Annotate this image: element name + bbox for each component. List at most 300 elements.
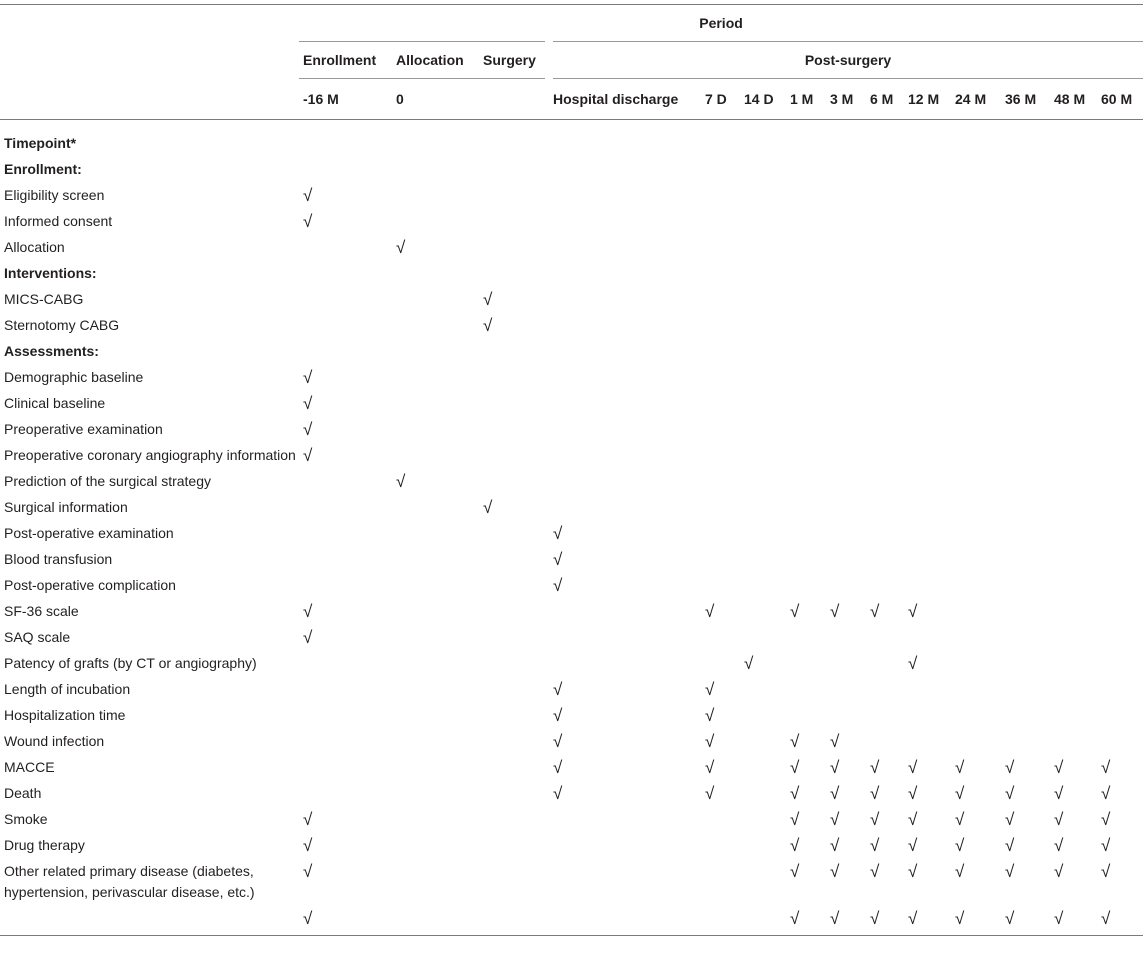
check-mark-icon: √ <box>1005 862 1015 881</box>
empty-cell <box>479 676 549 702</box>
empty-cell <box>701 546 740 572</box>
empty-cell <box>786 234 826 260</box>
table-row <box>0 120 1143 157</box>
empty-cell <box>299 494 392 520</box>
check-mark-icon: √ <box>553 524 563 543</box>
check-mark-icon: √ <box>908 836 918 855</box>
empty-cell <box>740 156 786 182</box>
empty-cell <box>479 120 549 157</box>
empty-cell <box>904 416 951 442</box>
empty-cell <box>904 364 951 390</box>
empty-cell <box>826 442 866 468</box>
table-row <box>0 624 1143 650</box>
check-mark-icon: √ <box>1054 784 1064 803</box>
timepoint-header: 7 D <box>701 79 740 120</box>
empty-cell <box>826 156 866 182</box>
empty-cell <box>951 624 1001 650</box>
empty-cell <box>904 442 951 468</box>
empty-cell <box>826 286 866 312</box>
empty-cell <box>866 416 904 442</box>
check-mark-icon: √ <box>870 784 880 803</box>
empty-cell <box>826 702 866 728</box>
empty-cell <box>1097 572 1143 598</box>
table-row <box>0 260 1143 286</box>
empty-cell <box>549 312 701 338</box>
empty-cell <box>866 468 904 494</box>
empty-cell <box>392 905 479 936</box>
empty-cell <box>904 120 951 157</box>
empty-cell <box>1001 598 1050 624</box>
empty-cell <box>826 182 866 208</box>
section-label: Timepoint* <box>4 135 77 151</box>
check-mark-icon: √ <box>303 628 313 647</box>
empty-cell <box>1001 442 1050 468</box>
check-mark-icon: √ <box>303 186 313 205</box>
table-row <box>0 905 1143 936</box>
empty-cell <box>701 260 740 286</box>
empty-cell <box>392 624 479 650</box>
table-row <box>0 572 1143 598</box>
empty-cell <box>786 208 826 234</box>
empty-cell <box>951 494 1001 520</box>
empty-cell <box>826 546 866 572</box>
table-body <box>0 120 1143 936</box>
empty-cell <box>866 390 904 416</box>
row-label: Eligibility screen <box>4 187 105 203</box>
header-corner <box>0 79 299 120</box>
check-mark-icon: √ <box>1101 784 1111 803</box>
check-mark-icon: √ <box>1101 810 1111 829</box>
check-mark-icon: √ <box>951 905 1001 936</box>
empty-cell <box>701 806 740 832</box>
empty-cell <box>701 650 740 676</box>
empty-cell <box>1097 546 1143 572</box>
empty-cell <box>904 702 951 728</box>
check-mark-icon: √ <box>830 784 840 803</box>
empty-cell <box>1050 364 1097 390</box>
check-mark-icon: √ <box>870 836 880 855</box>
empty-cell <box>1097 598 1143 624</box>
empty-cell <box>786 676 826 702</box>
empty-cell <box>479 442 549 468</box>
empty-cell <box>786 624 826 650</box>
empty-cell <box>786 182 826 208</box>
row-label: Wound infection <box>4 733 105 749</box>
row-label: Preoperative coronary angiography information <box>4 447 296 463</box>
empty-cell <box>1097 624 1143 650</box>
row-label: Drug therapy <box>4 837 85 853</box>
empty-cell <box>904 676 951 702</box>
empty-cell <box>1001 728 1050 754</box>
empty-cell <box>549 338 701 364</box>
empty-cell <box>1001 390 1050 416</box>
table-header <box>0 5 1143 120</box>
check-mark-icon: √ <box>553 576 563 595</box>
empty-cell <box>740 442 786 468</box>
empty-cell <box>1050 546 1097 572</box>
row-label: Post-operative examination <box>4 525 174 541</box>
empty-cell <box>701 468 740 494</box>
check-mark-icon: √ <box>1054 862 1064 881</box>
check-mark-icon: √ <box>790 758 800 777</box>
table-row <box>0 364 1143 390</box>
empty-cell <box>1001 260 1050 286</box>
check-mark-icon: √ <box>955 862 965 881</box>
empty-cell <box>1050 494 1097 520</box>
row-label: Smoke <box>4 811 48 827</box>
row-label: Sternotomy CABG <box>4 317 120 333</box>
empty-cell <box>1001 338 1050 364</box>
check-mark-icon: √ <box>908 784 918 803</box>
empty-cell <box>904 624 951 650</box>
empty-cell <box>701 442 740 468</box>
empty-cell <box>904 182 951 208</box>
table-row <box>0 390 1143 416</box>
empty-cell <box>786 312 826 338</box>
row-label: Death <box>4 785 42 801</box>
empty-cell <box>299 260 392 286</box>
empty-cell <box>1050 182 1097 208</box>
table-row <box>0 208 1143 234</box>
empty-cell <box>1050 572 1097 598</box>
check-mark-icon: √ <box>908 862 918 881</box>
check-mark-icon: √ <box>303 836 313 855</box>
empty-cell <box>904 728 951 754</box>
empty-cell <box>740 468 786 494</box>
empty-cell <box>1050 598 1097 624</box>
table-row <box>0 494 1143 520</box>
empty-cell <box>549 832 701 858</box>
row-label: Demographic baseline <box>4 369 144 385</box>
empty-cell <box>1001 702 1050 728</box>
empty-cell <box>951 702 1001 728</box>
empty-cell <box>479 338 549 364</box>
empty-cell <box>786 338 826 364</box>
empty-cell <box>1097 182 1143 208</box>
empty-cell <box>1050 312 1097 338</box>
table-row <box>0 728 1143 754</box>
empty-cell <box>392 416 479 442</box>
empty-cell <box>299 520 392 546</box>
check-mark-icon: √ <box>303 810 313 829</box>
empty-cell <box>740 624 786 650</box>
table-row <box>0 416 1143 442</box>
row-label: Prediction of the surgical strategy <box>4 473 211 489</box>
table-row <box>0 468 1143 494</box>
check-mark-icon: √ <box>705 758 715 777</box>
empty-cell <box>701 905 740 936</box>
empty-cell <box>740 364 786 390</box>
empty-cell <box>299 468 392 494</box>
empty-cell <box>479 208 549 234</box>
check-mark-icon: √ <box>303 212 313 231</box>
check-mark-icon: √ <box>830 732 840 751</box>
empty-cell <box>392 702 479 728</box>
empty-cell <box>701 338 740 364</box>
empty-cell <box>549 598 701 624</box>
empty-cell <box>904 156 951 182</box>
empty-cell <box>392 338 479 364</box>
empty-cell <box>392 754 479 780</box>
row-label: Preoperative examination <box>4 421 163 437</box>
empty-cell <box>549 286 701 312</box>
empty-cell <box>1050 416 1097 442</box>
empty-cell <box>1050 286 1097 312</box>
empty-cell <box>866 120 904 157</box>
empty-cell <box>866 676 904 702</box>
check-mark-icon: √ <box>396 472 406 491</box>
empty-cell <box>740 312 786 338</box>
empty-cell <box>1097 442 1143 468</box>
empty-cell <box>549 468 701 494</box>
empty-cell <box>1050 520 1097 546</box>
empty-cell <box>786 416 826 442</box>
check-mark-icon: √ <box>870 862 880 881</box>
empty-cell <box>392 520 479 546</box>
check-mark-icon: √ <box>870 602 880 621</box>
check-mark-icon: √ <box>303 420 313 439</box>
phase-surgery: Surgery <box>479 42 549 79</box>
check-mark-icon: √ <box>303 862 313 881</box>
timepoint-header: Hospital discharge <box>549 79 701 120</box>
empty-cell <box>786 442 826 468</box>
empty-cell <box>740 546 786 572</box>
empty-cell <box>392 120 479 157</box>
empty-cell <box>392 494 479 520</box>
row-label: Blood transfusion <box>4 551 113 567</box>
check-mark-icon: √ <box>955 836 965 855</box>
table-row <box>0 546 1143 572</box>
empty-cell <box>1001 208 1050 234</box>
empty-cell <box>951 572 1001 598</box>
empty-cell <box>479 390 549 416</box>
empty-cell <box>826 364 866 390</box>
empty-cell <box>1050 120 1097 157</box>
empty-cell <box>1001 312 1050 338</box>
empty-cell <box>392 832 479 858</box>
empty-cell <box>479 780 549 806</box>
empty-cell <box>1001 416 1050 442</box>
empty-cell <box>740 520 786 546</box>
empty-cell <box>549 234 701 260</box>
check-mark-icon: √ <box>908 758 918 777</box>
empty-cell <box>701 858 740 905</box>
empty-cell <box>826 494 866 520</box>
table-row <box>0 832 1143 858</box>
empty-cell <box>549 156 701 182</box>
empty-cell <box>786 286 826 312</box>
empty-cell <box>904 546 951 572</box>
check-mark-icon: √ <box>955 758 965 777</box>
section-label: Assessments: <box>4 343 99 359</box>
empty-cell <box>549 905 701 936</box>
empty-cell <box>1097 208 1143 234</box>
table-row <box>0 234 1143 260</box>
empty-cell <box>904 390 951 416</box>
check-mark-icon: √ <box>870 810 880 829</box>
empty-cell <box>549 494 701 520</box>
check-mark-icon: √ <box>790 836 800 855</box>
empty-cell <box>299 572 392 598</box>
header-corner <box>0 42 299 79</box>
row-label: MACCE <box>4 759 55 775</box>
empty-cell <box>479 260 549 286</box>
table-row <box>0 286 1143 312</box>
header-corner <box>0 5 299 42</box>
empty-cell <box>392 572 479 598</box>
row-label: Informed consent <box>4 213 113 229</box>
empty-cell <box>740 494 786 520</box>
empty-cell <box>740 780 786 806</box>
empty-cell <box>392 364 479 390</box>
empty-cell <box>826 338 866 364</box>
empty-cell <box>479 416 549 442</box>
check-mark-icon: √ <box>744 654 754 673</box>
empty-cell <box>299 156 392 182</box>
empty-cell <box>951 286 1001 312</box>
empty-cell <box>786 260 826 286</box>
empty-cell <box>1097 364 1143 390</box>
row-label: SAQ scale <box>4 629 71 645</box>
check-mark-icon: √ <box>303 394 313 413</box>
empty-cell <box>740 572 786 598</box>
empty-cell <box>549 390 701 416</box>
empty-cell <box>866 312 904 338</box>
check-mark-icon: √ <box>786 905 826 936</box>
empty-cell <box>866 234 904 260</box>
timepoint-header: 48 M <box>1050 79 1097 120</box>
row-label: Post-operative complication <box>4 577 176 593</box>
empty-cell <box>479 754 549 780</box>
empty-cell <box>951 442 1001 468</box>
empty-cell <box>951 120 1001 157</box>
empty-cell <box>866 338 904 364</box>
empty-cell <box>740 754 786 780</box>
empty-cell <box>786 546 826 572</box>
empty-cell <box>786 390 826 416</box>
table-row <box>0 520 1143 546</box>
timepoint-header <box>479 79 549 120</box>
empty-cell <box>1001 546 1050 572</box>
empty-cell <box>1001 364 1050 390</box>
timepoint-header: 6 M <box>866 79 904 120</box>
check-mark-icon: √ <box>553 680 563 699</box>
check-mark-icon: √ <box>483 316 493 335</box>
check-mark-icon: √ <box>1101 862 1111 881</box>
empty-cell <box>549 208 701 234</box>
empty-cell <box>786 364 826 390</box>
check-mark-icon: √ <box>870 758 880 777</box>
empty-cell <box>299 338 392 364</box>
check-mark-icon: √ <box>790 862 800 881</box>
empty-cell <box>740 182 786 208</box>
empty-cell <box>951 650 1001 676</box>
empty-cell <box>1001 468 1050 494</box>
empty-cell <box>392 442 479 468</box>
empty-cell <box>826 208 866 234</box>
empty-cell <box>951 416 1001 442</box>
check-mark-icon: √ <box>1101 836 1111 855</box>
check-mark-icon: √ <box>830 758 840 777</box>
empty-cell <box>866 546 904 572</box>
empty-cell <box>904 234 951 260</box>
section-label: Interventions: <box>4 265 97 281</box>
check-mark-icon: √ <box>1054 810 1064 829</box>
check-mark-icon: √ <box>790 810 800 829</box>
row-label: MICS-CABG <box>4 291 84 307</box>
timepoint-header: 3 M <box>826 79 866 120</box>
row-label: Surgical information <box>4 499 128 515</box>
timepoint-header: 1 M <box>786 79 826 120</box>
empty-cell <box>701 234 740 260</box>
empty-cell <box>826 120 866 157</box>
empty-cell <box>786 702 826 728</box>
empty-cell <box>299 546 392 572</box>
empty-cell <box>1050 442 1097 468</box>
empty-cell <box>549 624 701 650</box>
row-label: SF-36 scale <box>4 603 79 619</box>
empty-cell <box>904 286 951 312</box>
header-row-period <box>0 5 1143 42</box>
empty-cell <box>826 260 866 286</box>
check-mark-icon: √ <box>396 238 406 257</box>
empty-cell <box>904 520 951 546</box>
check-mark-icon: √ <box>908 654 918 673</box>
empty-cell <box>866 208 904 234</box>
check-mark-icon: √ <box>830 602 840 621</box>
table-row <box>0 442 1143 468</box>
check-mark-icon: √ <box>955 810 965 829</box>
empty-cell <box>479 832 549 858</box>
empty-cell <box>392 806 479 832</box>
empty-cell <box>826 390 866 416</box>
table-row <box>0 650 1143 676</box>
empty-cell <box>1050 260 1097 286</box>
empty-cell <box>701 312 740 338</box>
empty-cell <box>701 120 740 157</box>
empty-cell <box>479 520 549 546</box>
empty-cell <box>392 546 479 572</box>
empty-cell <box>1050 702 1097 728</box>
check-mark-icon: √ <box>1005 836 1015 855</box>
empty-cell <box>1050 390 1097 416</box>
empty-cell <box>479 650 549 676</box>
empty-cell <box>299 286 392 312</box>
check-mark-icon: √ <box>553 732 563 751</box>
empty-cell <box>1001 650 1050 676</box>
empty-cell <box>701 520 740 546</box>
empty-cell <box>1050 156 1097 182</box>
empty-cell <box>866 728 904 754</box>
check-mark-icon: √ <box>303 368 313 387</box>
empty-cell <box>866 494 904 520</box>
empty-cell <box>701 572 740 598</box>
check-mark-icon: √ <box>553 784 563 803</box>
empty-cell <box>786 468 826 494</box>
timepoint-header: -16 M <box>299 79 392 120</box>
empty-cell <box>299 312 392 338</box>
empty-cell <box>866 364 904 390</box>
empty-cell <box>701 156 740 182</box>
empty-cell <box>392 598 479 624</box>
empty-cell <box>392 858 479 905</box>
empty-cell <box>951 728 1001 754</box>
empty-cell <box>1097 286 1143 312</box>
check-mark-icon: √ <box>553 706 563 725</box>
check-mark-icon: √ <box>1101 758 1111 777</box>
empty-cell <box>826 572 866 598</box>
empty-cell <box>392 728 479 754</box>
